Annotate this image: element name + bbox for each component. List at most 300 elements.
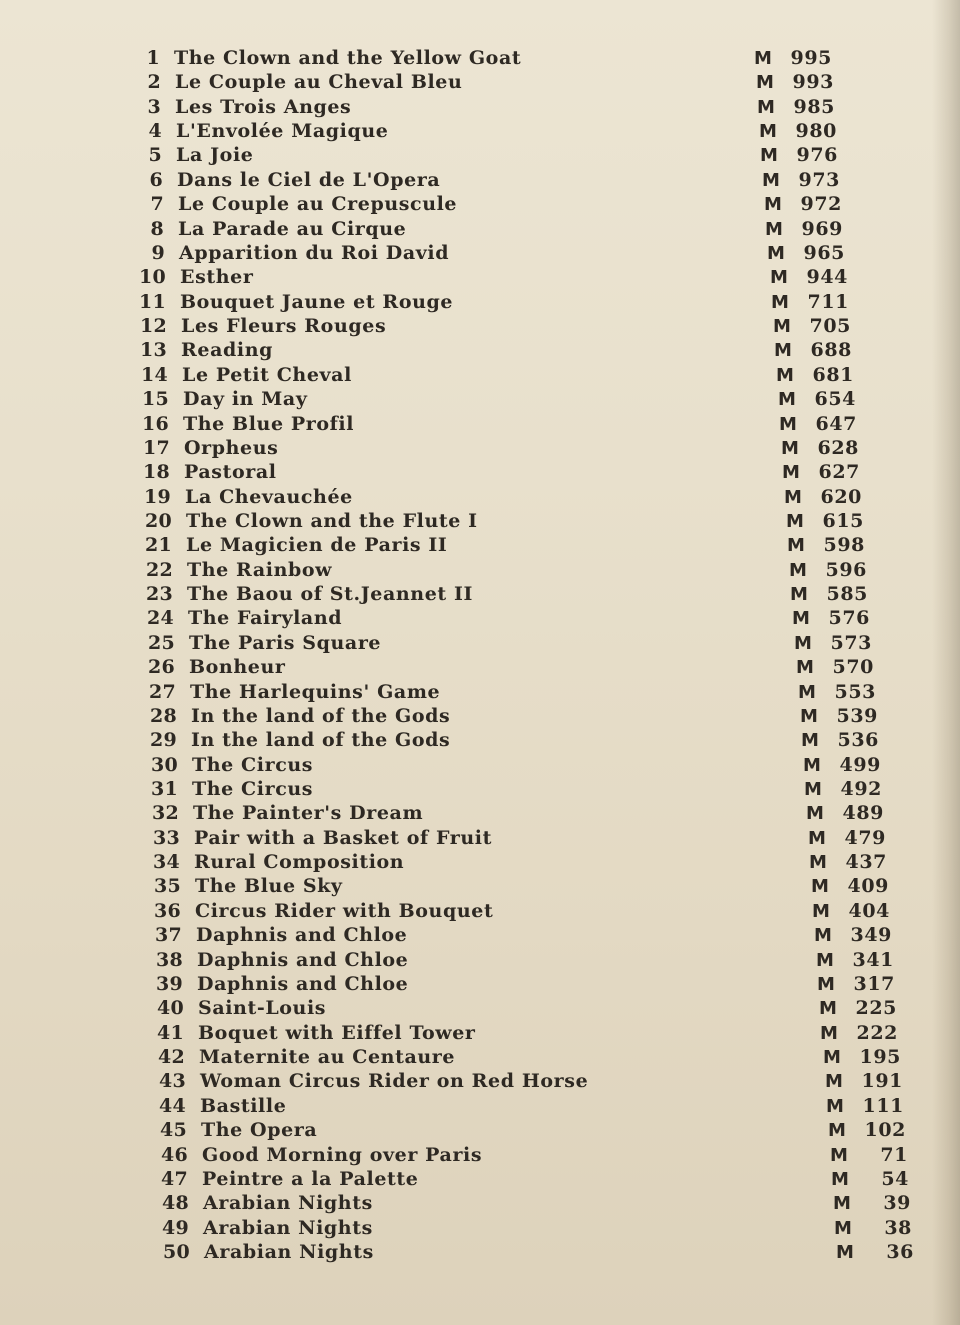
entry-number: 16 xyxy=(141,413,169,435)
entry-number: 35 xyxy=(153,875,181,897)
entry-number: 12 xyxy=(139,315,167,337)
catalogue-row xyxy=(139,412,939,436)
catalogue-reference xyxy=(811,874,889,899)
catalogue-reference xyxy=(812,899,890,924)
entry-number: 41 xyxy=(156,1022,184,1044)
entry-number: 3 xyxy=(147,96,161,118)
catalogue-row xyxy=(156,1094,956,1118)
reference-prefix: M xyxy=(764,194,783,215)
reference-number: 54 xyxy=(881,1168,909,1190)
catalogue-row xyxy=(153,972,953,996)
reference-number: 576 xyxy=(828,607,870,629)
reference-prefix: M xyxy=(798,682,817,703)
catalogue-row xyxy=(158,1167,958,1191)
reference-number: 409 xyxy=(847,875,889,897)
reference-prefix: M xyxy=(760,145,779,166)
reference-number: 317 xyxy=(853,973,895,995)
entry-number: 2 xyxy=(147,71,161,93)
entry-number: 22 xyxy=(145,559,173,581)
entry-number: 44 xyxy=(158,1095,186,1117)
entry-number: 40 xyxy=(156,997,184,1019)
entry-title: The Painter's Dream xyxy=(193,802,424,824)
entry-number: 39 xyxy=(155,973,183,995)
entry-number: 21 xyxy=(144,534,172,556)
entry-number: 50 xyxy=(162,1241,190,1263)
entry-title: The Clown and the Flute I xyxy=(186,510,478,532)
reference-number: 620 xyxy=(820,486,862,508)
catalogue-reference xyxy=(820,1021,898,1046)
entry-title: The Blue Sky xyxy=(195,875,343,897)
reference-number: 980 xyxy=(795,120,837,142)
entry-number: 11 xyxy=(138,291,166,313)
entry-title: Circus Rider with Bouquet xyxy=(195,900,494,922)
entry-title: Woman Circus Rider on Red Horse xyxy=(200,1070,589,1092)
reference-prefix: M xyxy=(787,535,806,556)
entry-number: 33 xyxy=(152,827,180,849)
entry-title: The Harlequins' Game xyxy=(190,681,441,703)
entry-number: 18 xyxy=(142,461,170,483)
reference-number: 479 xyxy=(844,827,886,849)
reference-prefix: M xyxy=(762,170,781,191)
catalogue-reference xyxy=(790,582,868,607)
catalogue-reference xyxy=(834,1216,912,1241)
reference-number: 39 xyxy=(883,1192,911,1214)
entry-title: Good Morning over Paris xyxy=(202,1144,483,1166)
catalogue-reference xyxy=(756,70,834,95)
catalogue-row xyxy=(141,485,941,509)
reference-prefix: M xyxy=(782,462,801,483)
reference-prefix: M xyxy=(806,803,825,824)
entry-title: Reading xyxy=(181,339,273,361)
reference-prefix: M xyxy=(823,1047,842,1068)
reference-prefix: M xyxy=(814,925,833,946)
catalogue-row xyxy=(144,606,944,630)
entry-number: 23 xyxy=(145,583,173,605)
entry-number: 48 xyxy=(161,1192,189,1214)
catalogue-reference xyxy=(759,119,837,144)
catalogue-row xyxy=(149,801,949,825)
catalogue-row xyxy=(160,1240,960,1264)
reference-prefix: M xyxy=(770,267,789,288)
catalogue-row xyxy=(142,509,942,533)
reference-prefix: M xyxy=(757,97,776,118)
entry-number: 27 xyxy=(148,681,176,703)
entry-title: L'Envolée Magique xyxy=(176,120,389,142)
catalogue-row xyxy=(156,1069,956,1093)
catalogue-reference xyxy=(782,460,860,485)
reference-number: 995 xyxy=(790,47,832,69)
catalogue-reference xyxy=(836,1240,914,1265)
entry-title: Peintre a la Palette xyxy=(202,1168,419,1190)
catalogue-row xyxy=(130,46,930,70)
reference-number: 349 xyxy=(850,924,892,946)
reference-number: 628 xyxy=(817,437,859,459)
reference-number: 711 xyxy=(807,291,849,313)
entry-number: 7 xyxy=(150,193,164,215)
catalogue-row xyxy=(142,533,942,557)
catalogue-reference xyxy=(828,1118,906,1143)
entry-title: Day in May xyxy=(183,388,308,410)
entry-number: 34 xyxy=(152,851,180,873)
reference-number: 627 xyxy=(818,461,860,483)
reference-prefix: M xyxy=(801,730,820,751)
entry-title: Bonheur xyxy=(189,656,286,678)
entry-number: 47 xyxy=(160,1168,188,1190)
catalogue-row xyxy=(151,874,951,898)
catalogue-row xyxy=(158,1143,958,1167)
reference-prefix: M xyxy=(774,340,793,361)
catalogue-row xyxy=(159,1216,959,1240)
catalogue-reference xyxy=(800,704,878,729)
reference-number: 973 xyxy=(798,169,840,191)
entry-title: Dans le Ciel de L'Opera xyxy=(177,169,441,191)
reference-number: 222 xyxy=(856,1022,898,1044)
catalogue-reference xyxy=(816,948,894,973)
reference-number: 489 xyxy=(842,802,884,824)
entry-number: 24 xyxy=(146,607,174,629)
reference-number: 492 xyxy=(840,778,882,800)
reference-number: 976 xyxy=(796,144,838,166)
reference-prefix: M xyxy=(779,414,798,435)
entry-number: 9 xyxy=(151,242,165,264)
catalogue-row xyxy=(150,826,950,850)
reference-prefix: M xyxy=(765,219,784,240)
reference-prefix: M xyxy=(800,706,819,727)
entry-title: Arabian Nights xyxy=(203,1217,373,1239)
entry-title: La Parade au Cirque xyxy=(178,218,407,240)
entry-number: 10 xyxy=(138,266,166,288)
entry-title: The Paris Square xyxy=(189,632,382,654)
catalogue-row xyxy=(145,655,945,679)
catalogue-reference xyxy=(773,314,851,339)
reference-prefix: M xyxy=(816,950,835,971)
entry-title: In the land of the Gods xyxy=(191,705,451,727)
entry-number: 5 xyxy=(148,144,162,166)
entry-number: 42 xyxy=(157,1046,185,1068)
catalogue-row xyxy=(143,582,943,606)
entry-title: Daphnis and Chloe xyxy=(197,949,409,971)
reference-number: 111 xyxy=(862,1095,904,1117)
catalogue-row xyxy=(157,1118,957,1142)
reference-number: 615 xyxy=(822,510,864,532)
entry-title: Le Couple au Cheval Bleu xyxy=(175,71,463,93)
catalogue-row xyxy=(152,923,952,947)
entry-title: Le Petit Cheval xyxy=(182,364,352,386)
entry-number: 36 xyxy=(153,900,181,922)
entry-number: 32 xyxy=(151,802,179,824)
reference-number: 573 xyxy=(830,632,872,654)
entry-number: 4 xyxy=(148,120,162,142)
catalogue-reference xyxy=(819,996,897,1021)
catalogue-row xyxy=(133,168,933,192)
entry-title: The Baou of St.Jeannet II xyxy=(187,583,473,605)
catalogue-row xyxy=(134,217,934,241)
reference-prefix: M xyxy=(794,633,813,654)
entry-title: Le Magicien de Paris II xyxy=(186,534,448,556)
reference-number: 499 xyxy=(839,754,881,776)
entry-number: 29 xyxy=(149,729,177,751)
reference-number: 570 xyxy=(832,656,874,678)
reference-prefix: M xyxy=(771,292,790,313)
catalogue-row xyxy=(139,387,939,411)
catalogue-row xyxy=(148,753,948,777)
reference-number: 969 xyxy=(801,218,843,240)
entry-title: Bastille xyxy=(200,1095,287,1117)
catalogue-reference xyxy=(776,363,854,388)
reference-number: 437 xyxy=(845,851,887,873)
entry-number: 19 xyxy=(143,486,171,508)
catalogue-row xyxy=(153,948,953,972)
entry-title: La Chevauchée xyxy=(185,486,353,508)
reference-prefix: M xyxy=(809,852,828,873)
catalogue-row xyxy=(147,728,947,752)
catalogue-reference xyxy=(794,631,872,656)
catalogue-row xyxy=(136,265,936,289)
catalogue-reference xyxy=(760,143,838,168)
catalogue-row xyxy=(137,338,937,362)
reference-number: 972 xyxy=(800,193,842,215)
reference-prefix: M xyxy=(833,1193,852,1214)
entry-title: In the land of the Gods xyxy=(191,729,451,751)
catalogue-row xyxy=(154,996,954,1020)
reference-prefix: M xyxy=(778,389,797,410)
entry-title: Le Couple au Crepuscule xyxy=(178,193,458,215)
reference-prefix: M xyxy=(834,1218,853,1239)
catalogue-reference xyxy=(801,728,879,753)
reference-number: 38 xyxy=(884,1217,912,1239)
reference-number: 102 xyxy=(864,1119,906,1141)
entry-title: Pair with a Basket of Fruit xyxy=(194,827,492,849)
reference-prefix: M xyxy=(759,121,778,142)
reference-number: 965 xyxy=(803,242,845,264)
catalogue-reference xyxy=(754,46,832,71)
reference-number: 553 xyxy=(834,681,876,703)
entry-number: 26 xyxy=(147,656,175,678)
entry-title: La Joie xyxy=(176,144,254,166)
entry-title: Saint-Louis xyxy=(198,997,327,1019)
entry-number: 6 xyxy=(149,169,163,191)
catalogue-row xyxy=(143,558,943,582)
reference-prefix: M xyxy=(819,998,838,1019)
catalogue-reference xyxy=(767,241,845,266)
entry-title: Les Trois Anges xyxy=(175,96,352,118)
entry-number: 20 xyxy=(144,510,172,532)
reference-prefix: M xyxy=(792,608,811,629)
catalogue-reference xyxy=(826,1094,904,1119)
catalogue-reference xyxy=(779,412,857,437)
entry-title: Rural Composition xyxy=(194,851,405,873)
catalogue-row xyxy=(151,899,951,923)
catalogue-reference xyxy=(804,777,882,802)
reference-prefix: M xyxy=(776,365,795,386)
catalogue-reference xyxy=(808,826,886,851)
reference-number: 681 xyxy=(812,364,854,386)
entry-title: Maternite au Centaure xyxy=(199,1046,456,1068)
catalogue-reference xyxy=(806,801,884,826)
catalogue-reference xyxy=(757,95,835,120)
reference-prefix: M xyxy=(804,779,823,800)
catalogue-reference xyxy=(764,192,842,217)
reference-number: 985 xyxy=(793,96,835,118)
entry-number: 15 xyxy=(141,388,169,410)
catalogue-reference xyxy=(792,606,870,631)
entry-number: 31 xyxy=(150,778,178,800)
catalogue-reference xyxy=(786,509,864,534)
catalogue-reference xyxy=(771,290,849,315)
reference-prefix: M xyxy=(820,1023,839,1044)
entry-title: Apparition du Roi David xyxy=(179,242,450,264)
reference-number: 647 xyxy=(815,413,857,435)
reference-prefix: M xyxy=(828,1120,847,1141)
catalogue-reference xyxy=(784,485,862,510)
catalogue-reference xyxy=(778,387,856,412)
entry-title: Pastoral xyxy=(184,461,277,483)
reference-number: 71 xyxy=(880,1144,908,1166)
reference-number: 195 xyxy=(859,1046,901,1068)
reference-prefix: M xyxy=(811,876,830,897)
reference-prefix: M xyxy=(784,487,803,508)
catalogue-row xyxy=(150,850,950,874)
catalogue-row xyxy=(155,1045,955,1069)
catalogue-reference xyxy=(765,217,843,242)
reference-prefix: M xyxy=(826,1096,845,1117)
entry-title: The Rainbow xyxy=(187,559,333,581)
catalogue-reference xyxy=(787,533,865,558)
entry-title: The Opera xyxy=(201,1119,318,1141)
catalogue-row xyxy=(145,631,945,655)
catalogue-reference xyxy=(817,972,895,997)
reference-number: 539 xyxy=(836,705,878,727)
entry-number: 25 xyxy=(147,632,175,654)
entry-title: Boquet with Eiffel Tower xyxy=(198,1022,476,1044)
reference-prefix: M xyxy=(773,316,792,337)
entry-title: Arabian Nights xyxy=(203,1192,373,1214)
catalogue-row xyxy=(135,241,935,265)
entry-number: 37 xyxy=(154,924,182,946)
catalogue-row xyxy=(134,192,934,216)
reference-prefix: M xyxy=(754,48,773,69)
reference-number: 341 xyxy=(852,949,894,971)
reference-number: 404 xyxy=(848,900,890,922)
catalogue-reference xyxy=(762,168,840,193)
entry-number: 43 xyxy=(158,1070,186,1092)
entry-number: 46 xyxy=(160,1144,188,1166)
catalogue-row xyxy=(136,290,936,314)
catalogue-reference xyxy=(796,655,874,680)
reference-number: 993 xyxy=(792,71,834,93)
reference-prefix: M xyxy=(836,1242,855,1263)
catalogue-reference xyxy=(809,850,887,875)
catalogue-reference xyxy=(803,753,881,778)
reference-prefix: M xyxy=(786,511,805,532)
entry-number: 45 xyxy=(159,1119,187,1141)
entry-number: 28 xyxy=(149,705,177,727)
reference-number: 688 xyxy=(810,339,852,361)
entry-title: The Fairyland xyxy=(188,607,343,629)
catalogue-row xyxy=(132,119,932,143)
entry-title: The Circus xyxy=(192,778,314,800)
catalogue-row xyxy=(154,1021,954,1045)
catalogue-row xyxy=(140,436,940,460)
entry-number: 8 xyxy=(150,218,164,240)
catalogue-row xyxy=(131,70,931,94)
catalogue-reference xyxy=(770,265,848,290)
reference-prefix: M xyxy=(781,438,800,459)
entry-title: Les Fleurs Rouges xyxy=(181,315,387,337)
entry-title: Daphnis and Chloe xyxy=(196,924,408,946)
reference-number: 596 xyxy=(825,559,867,581)
catalogue-row xyxy=(159,1191,959,1215)
reference-prefix: M xyxy=(812,901,831,922)
entry-title: The Blue Profil xyxy=(183,413,355,435)
catalogue-reference xyxy=(833,1191,911,1216)
catalogue-reference xyxy=(831,1167,909,1192)
catalogue-row xyxy=(148,777,948,801)
reference-number: 944 xyxy=(806,266,848,288)
reference-prefix: M xyxy=(796,657,815,678)
catalogue-row xyxy=(131,95,931,119)
entry-title: Orpheus xyxy=(184,437,279,459)
entry-title: Bouquet Jaune et Rouge xyxy=(180,291,454,313)
reference-number: 705 xyxy=(809,315,851,337)
entry-title: The Circus xyxy=(192,754,314,776)
catalogue-row xyxy=(146,680,946,704)
reference-prefix: M xyxy=(817,974,836,995)
entry-title: Esther xyxy=(180,266,254,288)
entry-number: 30 xyxy=(150,754,178,776)
catalogue-row xyxy=(132,143,932,167)
entry-number: 17 xyxy=(142,437,170,459)
reference-prefix: M xyxy=(803,755,822,776)
reference-prefix: M xyxy=(825,1071,844,1092)
reference-prefix: M xyxy=(767,243,786,264)
catalogue-row xyxy=(147,704,947,728)
catalogue-row xyxy=(138,363,938,387)
reference-prefix: M xyxy=(808,828,827,849)
catalogue-reference xyxy=(814,923,892,948)
entry-title: Daphnis and Chloe xyxy=(197,973,409,995)
reference-number: 585 xyxy=(826,583,868,605)
catalogue-reference xyxy=(789,558,867,583)
catalogue-reference xyxy=(823,1045,901,1070)
catalogue-row xyxy=(137,314,937,338)
catalogue-reference xyxy=(781,436,859,461)
entry-number: 1 xyxy=(146,47,160,69)
reference-number: 191 xyxy=(861,1070,903,1092)
catalogue-reference xyxy=(798,680,876,705)
reference-number: 654 xyxy=(814,388,856,410)
reference-prefix: M xyxy=(790,584,809,605)
reference-number: 36 xyxy=(886,1241,914,1263)
entry-number: 13 xyxy=(139,339,167,361)
entry-number: 14 xyxy=(140,364,168,386)
reference-number: 598 xyxy=(823,534,865,556)
catalogue-reference xyxy=(825,1069,903,1094)
reference-prefix: M xyxy=(789,560,808,581)
catalogue-row xyxy=(140,460,940,484)
reference-prefix: M xyxy=(830,1145,849,1166)
entry-title: The Clown and the Yellow Goat xyxy=(174,47,522,69)
reference-prefix: M xyxy=(831,1169,850,1190)
entry-title: Arabian Nights xyxy=(204,1241,374,1263)
reference-number: 225 xyxy=(855,997,897,1019)
entry-number: 38 xyxy=(155,949,183,971)
reference-prefix: M xyxy=(756,72,775,93)
reference-number: 536 xyxy=(837,729,879,751)
catalogue-reference xyxy=(830,1143,908,1168)
catalogue-reference xyxy=(774,338,852,363)
entry-number: 49 xyxy=(161,1217,189,1239)
